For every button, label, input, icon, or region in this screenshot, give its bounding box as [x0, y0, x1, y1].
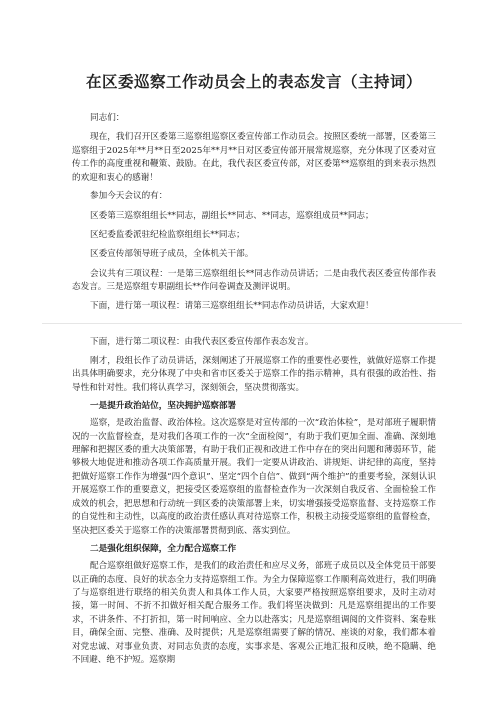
- section-1-paragraph: 巡察，是政治监督、政治体检。这次巡察是对宣传部的一次“政治体检”，是对部班子履职情况的一次监督检查，是对我们各项工作的一次“全面检阅”，有助于我们更加全面、准确、深刻地理解和把握区委的重大决策部署，有助于我们正视和改进工作中存在的突出问题和薄弱环节，能够极大地促进和推动各项工作高质量开展。我们一定要从讲政治、讲规矩、讲纪律的高度，坚持把做好巡察工作作为增强“四个意识”、坚定“四个自信”、做到“两个维护”的重要考验，深刻认识开展巡察工作的重要意义，把接受区委巡察组的监督检查作为一次深刻自我反省、全面检验工作成效的机会，把思想和行动统一到区委的决策部署上来，切实增强接受巡察监督、支持巡察工作的自觉性和主动性，以高度的政治责任感认真对待巡察工作，积极主动接受巡察组的监督检查，坚决把区委关于巡察工作的决策部署贯彻到底、落实到位。: [72, 418, 436, 536]
- first-agenda-item: 下面，进行第一项议程：请第三巡察组组长**同志作动员讲话，大家欢迎！: [90, 300, 374, 311]
- attendees-intro: 参加今天会议的有：: [90, 191, 168, 202]
- salutation: 同志们：: [90, 113, 125, 123]
- attendee-line: 区委宣传部领导班子成员，全体机关干部。: [90, 249, 254, 260]
- agenda-paragraph: 会议共有三项议程：一是第三巡察组组长**同志作动员讲话；二是由我代表区委宣传部作表态发言。三是巡察组专职副组长**作问卷调查及测评说明。: [72, 268, 436, 293]
- section-2-paragraph: 配合巡察组做好巡察工作，是我们的政治责任和应尽义务，部班子成员以及全体党员干部要以正确的态度、良好的状态全力支持巡察组工作。为全力保障巡察工作顺利高效进行，我们明确了与巡察组进行联络的相关负责人和具体工作人员，大家要严格按照巡察组要求，及时主动对接，第一时间、不折不扣做好相关配合服务工作。我们将坚决做到：凡是巡察组提出的工作要求，不讲条件、不打折扣，第一时间响应、全力以赴落实；凡是巡察组调阅的文件资料、案卷账目，确保全面、完整、准确、及时提供；凡是巡察组需要了解的情况、座谈的对象，我们都本着对党忠诚、对事业负责、对同志负责的态度，实事求是、客观公正地汇报和反映，绝不隐瞒、绝不回避、绝不护短。巡察期: [72, 561, 436, 665]
- page-divider: [42, 323, 462, 324]
- intro-paragraph: 现在，我们召开区委第三巡察组巡察区委宣传部工作动员会。按照区委统一部署，区委第三巡察组于2025年**月**日至2025年**月**日对区委宣传部开展常规巡察，充分体现了区委对宣传工作的高度重视和鞭策、鼓励。在此，我代表区委宣传部，对区委第**巡察组的到来表示热烈的欢迎和衷心的感谢！: [72, 132, 436, 183]
- document-title: 在区委巡察工作动员会上的表态发言（主持词）: [85, 73, 422, 91]
- attendee-line: 区委第三巡察组组长**同志，副组长**同志、**同志，巡察组成员**同志；: [90, 210, 374, 221]
- section-heading-1: 一是提升政治站位，坚决拥护巡察部署: [90, 401, 237, 412]
- attendee-line: 区纪委监委派驻纪检监察组组长**同志；: [90, 230, 245, 241]
- second-agenda-item: 下面，进行第二项议程：由我代表区委宣传部作表态发言。: [90, 337, 314, 348]
- body-intro-paragraph: 刚才，段组长作了动员讲话，深刻阐述了开展巡察工作的重要性必要性，就做好巡察工作提出具体明确要求，充分体现了中央和省市区委关于巡察工作的指示精神，具有很强的政治性、指导性和针对性。我们将认真学习，深刻领会，坚决贯彻落实。: [72, 355, 436, 393]
- section-heading-2: 二是强化组织保障，全力配合巡察工作: [90, 544, 237, 555]
